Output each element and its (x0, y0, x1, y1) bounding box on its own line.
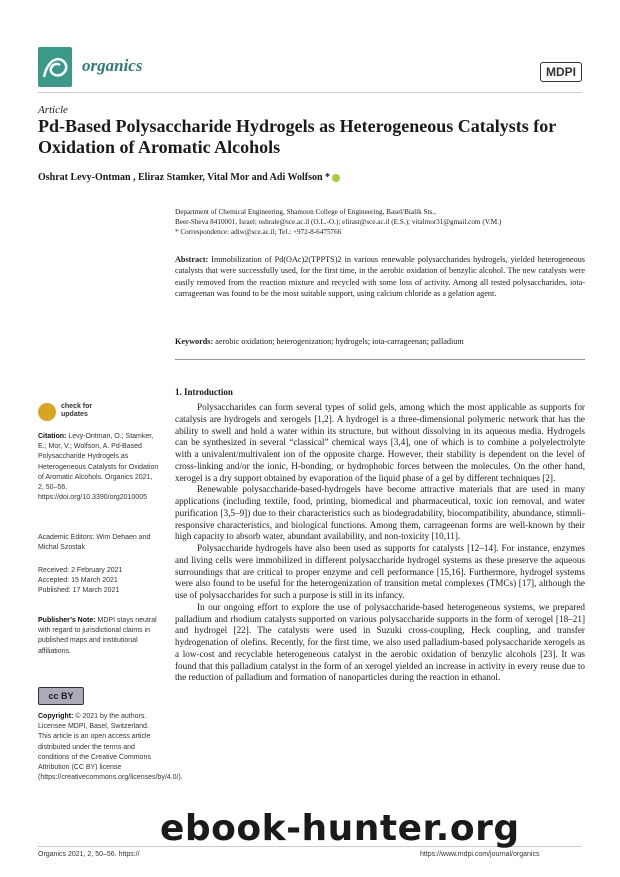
affiliation-line: Beer-Sheva 8410001, Israel; oshrale@sce.ac.il (O.L.-O.); elirast@sce.ac.il (E.S.); vitalmor31@gmail.com (V.M.) (175, 218, 502, 226)
check-for-updates-button[interactable] (38, 403, 118, 425)
correspondence-line: * Correspondence: adiw@sce.ac.il; Tel.: +972-8-6475766 (175, 228, 342, 236)
article-title: Pd-Based Polysaccharide Hydrogels as Heterogeneous Catalysts for Oxidation of Aromatic Alcohols (38, 116, 556, 157)
academic-editors: Academic Editors: Wim Dehaen and Michal Szostak (38, 534, 151, 552)
author-list (38, 172, 598, 183)
note-label: Publisher’s Note: (38, 617, 96, 624)
citation-block (38, 432, 160, 503)
affiliation (175, 207, 575, 237)
watermark: ebook-hunter.org (160, 808, 520, 849)
authors-text: Oshrat Levy-Ontman , Eliraz Stamker, Vital Mor and Adi Wolfson * (38, 172, 331, 183)
check-updates-line: updates (61, 411, 88, 418)
abstract-label: Abstract: (175, 255, 209, 264)
copyright-block (38, 712, 183, 783)
copyright-label: Copyright: (38, 713, 74, 720)
dates-block (38, 566, 160, 597)
received-date: Received: 2 February 2021 (38, 567, 123, 574)
accepted-date: Accepted: 15 March 2021 (38, 577, 118, 585)
cc-license-badge[interactable]: cc BY (38, 687, 84, 705)
check-icon (38, 403, 56, 421)
paragraph: Renewable polysaccharide-based-hydrogels have become attractive materials that are used in many applications (including textile, food, printing, biomedical and pharmaceutical, toxic ion removal, and water purification [3,5–9]) due to their characteristics such as biodegradability, biocompatibility, abundance, stimuli-responsive characteristics, and biological functions. Among them, carrageenan forms are well-known by their high capacity to absorb water, abundant availability, and non-toxicity [10,11]. (175, 484, 585, 542)
footer-journal-link[interactable]: https://www.mdpi.com/journal/organics (420, 851, 540, 858)
note-text: MDPI stays neutral with regard to jurisdictional claims in published maps and institutional affiliations. (38, 617, 157, 655)
abstract-divider (175, 359, 585, 360)
abstract-text: Immobilization of Pd(OAc)2(TPPTS)2 in various renewable polysaccharides hydrogels, yielded heterogeneous catalysts that were successfully used, for the first time, in the aerobic oxidation of benzylic alcohol. The new catalysts were easily removed from the reaction mixture and recycled with some loss of activity. Among all tested polysaccharides, iota-carrageenan was found to be the most suitable support, using calcium chloride as a gelation agent. (175, 255, 585, 298)
copyright-text: © 2021 by the authors. Licensee MDPI, Basel, Switzerland. This article is an open access article distributed under the terms and conditions of the Creative Commons Attribution (CC BY) license (https://creativecommons.org/licenses/by/4.0/). (38, 713, 183, 782)
publisher-logo: MDPI (540, 62, 582, 82)
header-divider (38, 92, 582, 93)
citation-text: Levy-Ontman, O.; Stamker, E.; Mor, V.; Wolfson, A. Pd-Based Polysaccharide Hydrogels as Heterogeneous Catalysts for Oxidation of Aromatic Alcohols. Organics 2021, 2, 50–56. https://doi.org/10.3390/org2010005 (38, 433, 159, 502)
abstract (175, 254, 585, 299)
affiliation-line: Department of Chemical Engineering, Shamoon College of Engineering, Basel/Bialik Sts., (175, 208, 436, 216)
footer-citation-link[interactable]: Organics 2021, 2, 50–56. https:// (38, 851, 140, 858)
orcid-icon[interactable] (332, 174, 340, 182)
paragraph: In our ongoing effort to explore the use of polysaccharide-based heterogeneous systems, we prepared palladium and rhodium catalysts supported on various polysaccharide supports in the form of xerogel [18–21] and hydrogel [22]. The catalysts were used in Suzuki cross-coupling, Heck coupling, and transfer hydrogenation of olefins. Recently, for the first time, we also used palladium-based polysaccharide xerogels as a low-cost and recyclable heterogeneous catalyst in the aerobic oxidation of benzylic alcohols [23]. It was found that this palladium catalyst in the form of an xerogel yielded an increase in activity in every reuse due to the reduction of palladium and formation of nanoparticles during the reaction in ethanol. (175, 601, 585, 683)
paragraph: Polysaccharides can form several types of solid gels, among which the most applicable as supports for catalysis are hydrogels and xerogels [1,2]. A hydrogel is a three-dimensional polymeric network that has the ability to swell and hold a water within its structure, but without dissolving in its aqueous media. Hydrogels can be synthesized in several “classical” chemical ways [3,4], one of which is to combine a polyelectrolyte with a univalent/multivalent ion of the opposite charge. However, their stability is dependent on the level of cross-linking and/or the ionic, H-bonding, or hydrophobic forces between the molecules. On the other hand, xerogel is a dry support obtained by evaporation of the liquid phase of a gel by different techniques [2]. (175, 402, 585, 483)
keywords-text: aerobic oxidation; heterogenization; hydrogels; iota-carrageenan; palladium (215, 337, 464, 346)
keywords-label: Keywords: (175, 337, 214, 346)
paragraph: Polysaccharide hydrogels have also been used as supports for catalysts [12–14]. For instance, enzymes and living cells were immobilized in different polysaccharide hydrogel systems as these preserve the aqueous surroundings that are critical to proper enzyme and cell performance [15,16]. Furthermore, hydrogel systems were also found to be useful for the heterogenization of transition metal complexes (TMCs) [17], although the use of polysaccharides for such a purpose is still in its infancy. (175, 543, 585, 600)
published-date: Published: 17 March 2021 (38, 587, 120, 595)
journal-logo-icon (38, 47, 72, 87)
check-updates-line: check for (61, 403, 93, 410)
section-title: 1. Introduction (175, 387, 233, 397)
body-text (175, 402, 585, 684)
article-type: Article (38, 104, 68, 116)
keywords (175, 337, 585, 346)
publisher-note (38, 616, 160, 657)
citation-label: Citation: (38, 433, 67, 440)
journal-name: organics (82, 56, 143, 75)
